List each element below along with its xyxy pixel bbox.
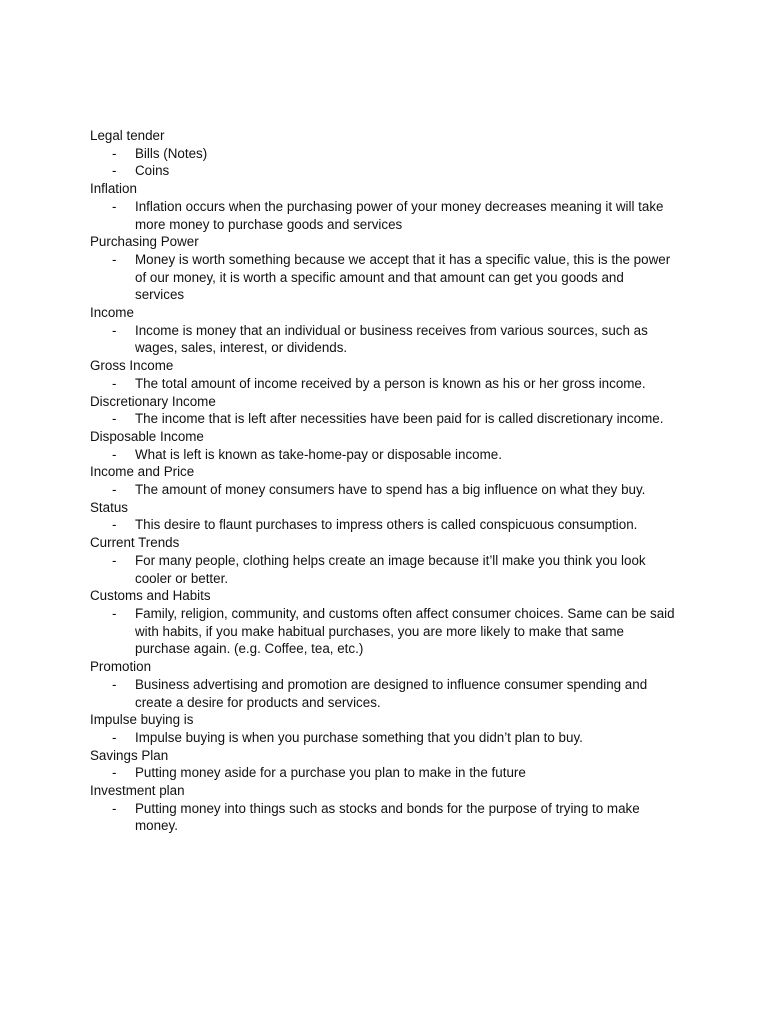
term-heading: Discretionary Income	[90, 393, 216, 409]
list-item	[90, 516, 690, 534]
dash-bullet-marker: -	[112, 198, 117, 214]
bullet-list	[90, 552, 690, 587]
bullet-list	[90, 198, 690, 233]
bullet-list	[90, 446, 690, 464]
list-item-text: Family, religion, community, and customs often affect consumer choices. Same can be said with habits, if you make habitual purchases, you are more likely to make that same purchase again. (e.g. Coffee, tea, etc.)	[135, 605, 675, 657]
term-heading: Impulse buying is	[90, 712, 194, 728]
term-heading: Current Trends	[90, 535, 180, 551]
list-item	[90, 251, 690, 304]
term-heading: Income	[90, 305, 134, 321]
list-item-text: Bills (Notes)	[135, 145, 208, 161]
bullet-list	[90, 764, 690, 782]
section-gross-income	[90, 357, 690, 392]
term-heading: Promotion	[90, 659, 152, 675]
term-heading: Income and Price	[90, 464, 195, 480]
list-item	[90, 676, 690, 711]
dash-bullet-marker: -	[112, 411, 117, 427]
list-item-text: Putting money aside for a purchase you plan to make in the future	[135, 765, 526, 781]
term-heading: Status	[90, 499, 128, 515]
dash-bullet-marker: -	[112, 163, 117, 179]
list-item	[90, 729, 690, 747]
list-item-text: For many people, clothing helps create an image because it’ll make you think you look cooler or better.	[135, 552, 646, 586]
section-income-and-price	[90, 463, 690, 498]
bullet-list	[90, 516, 690, 534]
list-item-text: This desire to flaunt purchases to impress others is called conspicuous consumption.	[135, 517, 638, 533]
bullet-list	[90, 145, 690, 180]
dash-bullet-marker: -	[112, 375, 117, 391]
section-disposable-income	[90, 428, 690, 463]
dash-bullet-marker: -	[112, 322, 117, 338]
list-item	[90, 162, 690, 180]
dash-bullet-marker: -	[112, 517, 117, 533]
section-current-trends	[90, 534, 690, 587]
list-item-text: The income that is left after necessities have been paid for is called discretionary income.	[135, 411, 664, 427]
list-item	[90, 322, 690, 357]
list-item	[90, 552, 690, 587]
document-page	[90, 127, 690, 835]
bullet-list	[90, 729, 690, 747]
section-impulse-buying	[90, 711, 690, 746]
list-item-text: Business advertising and promotion are designed to influence consumer spending and create a desire for products and services.	[135, 676, 648, 710]
section-discretionary-income	[90, 393, 690, 428]
list-item	[90, 481, 690, 499]
list-item-text: Impulse buying is when you purchase something that you didn’t plan to buy.	[135, 729, 583, 745]
list-item	[90, 375, 690, 393]
section-savings-plan	[90, 747, 690, 782]
section-legal-tender	[90, 127, 690, 180]
section-status	[90, 499, 690, 534]
section-investment-plan	[90, 782, 690, 835]
term-heading: Savings Plan	[90, 747, 169, 763]
bullet-list	[90, 251, 690, 304]
list-item-text: Income is money that an individual or business receives from various sources, such as wages, sales, interest, or dividends.	[135, 322, 648, 356]
list-item-text: Coins	[135, 163, 170, 179]
list-item	[90, 800, 690, 835]
list-item	[90, 605, 690, 658]
dash-bullet-marker: -	[112, 605, 117, 621]
term-heading: Disposable Income	[90, 428, 204, 444]
dash-bullet-marker: -	[112, 145, 117, 161]
dash-bullet-marker: -	[112, 482, 117, 498]
bullet-list	[90, 676, 690, 711]
bullet-list	[90, 605, 690, 658]
dash-bullet-marker: -	[112, 251, 117, 267]
dash-bullet-marker: -	[112, 765, 117, 781]
dash-bullet-marker: -	[112, 676, 117, 692]
section-purchasing-power	[90, 233, 690, 304]
list-item-text: What is left is known as take-home-pay or disposable income.	[135, 446, 502, 462]
list-item-text: Money is worth something because we accept that it has a specific value, this is the power of our money, it is worth a specific amount and that amount can get you goods and services	[135, 251, 671, 303]
dash-bullet-marker: -	[112, 552, 117, 568]
section-inflation	[90, 180, 690, 233]
term-heading: Inflation	[90, 181, 137, 197]
bullet-list	[90, 481, 690, 499]
list-item	[90, 764, 690, 782]
list-item	[90, 198, 690, 233]
section-promotion	[90, 658, 690, 711]
bullet-list	[90, 410, 690, 428]
list-item	[90, 446, 690, 464]
list-item-text: Putting money into things such as stocks and bonds for the purpose of trying to make money.	[135, 800, 640, 834]
list-item-text: The total amount of income received by a person is known as his or her gross income.	[135, 375, 646, 391]
bullet-list	[90, 800, 690, 835]
bullet-list	[90, 375, 690, 393]
list-item	[90, 145, 690, 163]
dash-bullet-marker: -	[112, 800, 117, 816]
dash-bullet-marker: -	[112, 446, 117, 462]
term-heading: Investment plan	[90, 783, 185, 799]
term-heading: Legal tender	[90, 128, 165, 143]
term-heading: Gross Income	[90, 358, 174, 374]
list-item	[90, 410, 690, 428]
bullet-list	[90, 322, 690, 357]
list-item-text: Inflation occurs when the purchasing power of your money decreases meaning it will take more money to purchase goods and services	[135, 198, 664, 232]
term-heading: Customs and Habits	[90, 588, 211, 604]
section-customs-and-habits	[90, 587, 690, 658]
term-heading: Purchasing Power	[90, 234, 199, 250]
list-item-text: The amount of money consumers have to spend has a big influence on what they buy.	[135, 482, 646, 498]
section-income	[90, 304, 690, 357]
dash-bullet-marker: -	[112, 729, 117, 745]
